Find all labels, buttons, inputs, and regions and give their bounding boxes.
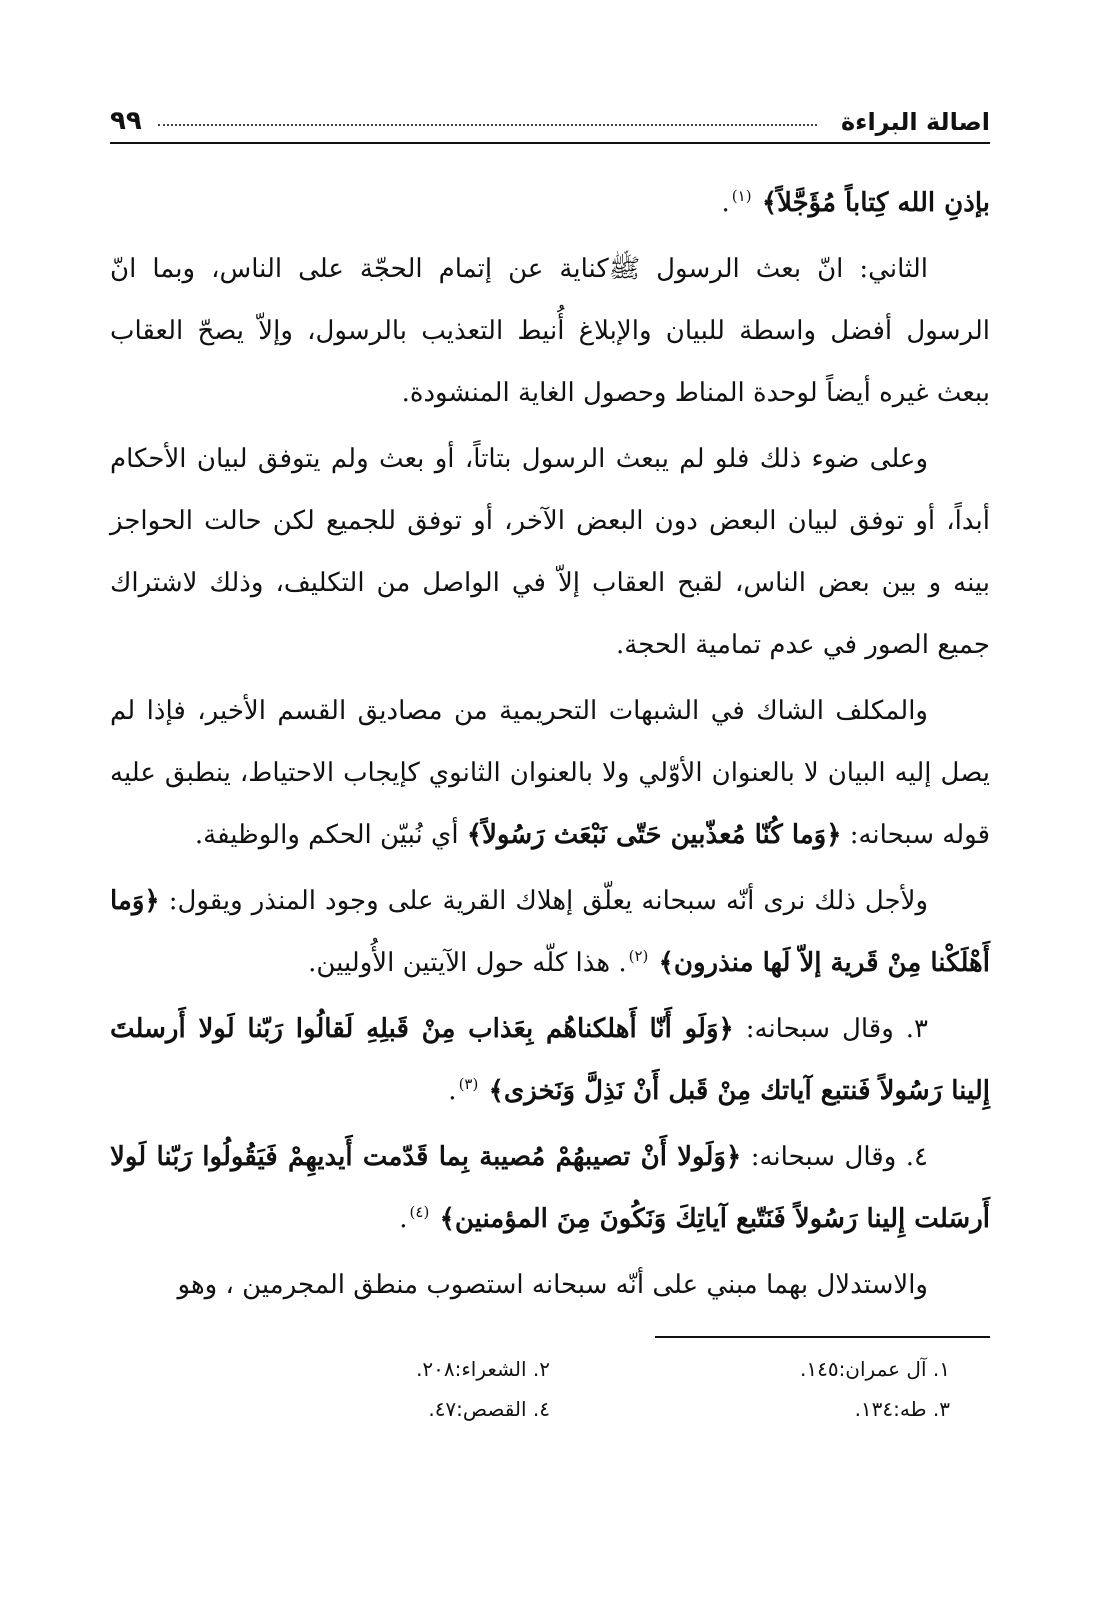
quran-verse: ﴿وَما كُنّا مُعذّبين حَتّى نَبْعَث رَسُولاً﴾ (466, 820, 842, 850)
footnote-ref-2: (٢) (628, 947, 649, 966)
paragraph-6-text-a: ٤. وقال سبحانه: (750, 1142, 929, 1172)
paragraph-6: ٤. وقال سبحانه: ﴿وَلَولا أَنْ تصيبهُمْ مُصيبة بِما قَدّمت أَيديهِمْ فَيَقُولُوا رَبّنا لَولا أَرسَلت إِلينا رَسُولاً فَنَتّبع آياتِكَ وَنَكُونَ مِنَ المؤمنين﴾ $^{(٤)}$. (110, 1142, 990, 1234)
page-body (110, 172, 990, 1316)
footnote-separator (655, 1336, 990, 1338)
paragraph-3-text-a: والمكلف الشاك في الشبهات التحريمية من مصاديق القسم الأخير، فإذا لم يصل إليه البيان لا بالعنوان الأوّلي ولا بالعنوان الثانوي كإيجاب الاحتياط، ينطبق عليه قوله سبحانه: (110, 696, 990, 850)
header-leader-dots (158, 124, 817, 126)
footnote-ref-3: (٣) (458, 1075, 479, 1094)
paragraph-0: بإذنِ الله كِتاباً مُؤَجَّلاً﴾ $^{(١)}$. (721, 187, 990, 218)
paragraph-4: ولأجل ذلك نرى أنّه سبحانه يعلّق إهلاك القرية على وجود المنذر ويقول: ﴿وَما أَهْلَكْنا مِنْ قَرية إلاّ لَها منذرون﴾ $^{(٢)}$. هذا كلّه حول الآيتين الأُوليين. (110, 886, 990, 978)
paragraph-5-text-a: ٣. وقال سبحانه: (745, 1014, 929, 1044)
paragraph-7: والاستدلال بهما مبني على أنّه سبحانه استصوب منطق المجرمين ، وهو (177, 1270, 928, 1300)
footnote-ref-1: (١) (731, 187, 752, 206)
footnote-ref-4: (٤) (409, 1203, 430, 1222)
paragraph-2: وعلى ضوء ذلك فلو لم يبعث الرسول بتاتاً، أو بعث ولم يتوفق لبيان الأحكام أبداً، أو توفق لبيان البعض دون البعض الآخر، أو توفق للجميع لكن حالت الحواجز بينه و بين بعض الناس، لقبح العقاب إلاّ في الواصل من التكليف، وذلك لاشتراك جميع الصور في عدم تمامية الحجة. (110, 444, 990, 660)
quran-verse: ﴿وَما أَهْلَكْنا مِنْ قَرية إلاّ لَها منذرون﴾ (110, 886, 990, 978)
footnote-4: ٤. القصص:٤٧. (428, 1397, 550, 1421)
paragraph-4-text-a: ولأجل ذلك نرى أنّه سبحانه يعلّق إهلاك القرية على وجود المنذر ويقول: (168, 886, 929, 916)
paragraph-3-text-b: أي نُبيّن الحكم والوظيفة. (194, 820, 459, 850)
book-page (110, 70, 990, 1590)
quran-verse: بإذنِ الله كِتاباً مُؤَجَّلاً﴾ (761, 188, 990, 218)
footnotes (110, 1354, 990, 1424)
paragraph-3 (110, 680, 990, 866)
paragraph-5: ٣. وقال سبحانه: ﴿وَلَو أَنّا أَهلكناهُم بِعَذاب مِنْ قَبلِهِ لَقالُوا رَبّنا لَولا أَرسلتَ إِلينا رَسُولاً فَنتبع آياتك مِنْ قَبل أَنْ نَذِلَّ وَنَخزى﴾ $^{(٣)}$. (110, 1014, 990, 1106)
paragraph-1: الثاني: انّ بعث الرسول ﷺكناية عن إتمام الحجّة على الناس، وبما انّ الرسول أفضل واسطة للبيان والإبلاغ أُنيط التعذيب بالرسول، وإلاّ يصحّ العقاب ببعث غيره أيضاً لوحدة المناط وحصول الغاية المنشودة. (110, 254, 990, 408)
page-number: ٩٩ (110, 106, 142, 136)
page-header (110, 70, 990, 144)
paragraph-4-text-b: هذا كلّه حول الآيتين الأُوليين. (308, 948, 611, 978)
footnote-2: ٢. الشعراء:٢٠٨. (416, 1357, 550, 1381)
quran-verse: ﴿وَلَو أَنّا أَهلكناهُم بِعَذاب مِنْ قَبلِهِ لَقالُوا رَبّنا لَولا أَرسلتَ إِلينا رَسُولاً فَنتبع آياتك مِنْ قَبل أَنْ نَذِلَّ وَنَخزى﴾ (110, 1014, 990, 1106)
footnote-1: ١. آل عمران:١٤٥. (799, 1357, 950, 1381)
quran-verse: ﴿وَلَولا أَنْ تصيبهُمْ مُصيبة بِما قَدّمت أَيديهِمْ فَيَقُولُوا رَبّنا لَولا أَرسَلت إِلينا رَسُولاً فَنَتّبع آياتِكَ وَنَكُونَ مِنَ المؤمنين﴾ (110, 1142, 990, 1234)
running-title: اصالة البراءة (841, 108, 990, 136)
footnote-3: ٣. طه:١٣٤. (854, 1397, 950, 1421)
